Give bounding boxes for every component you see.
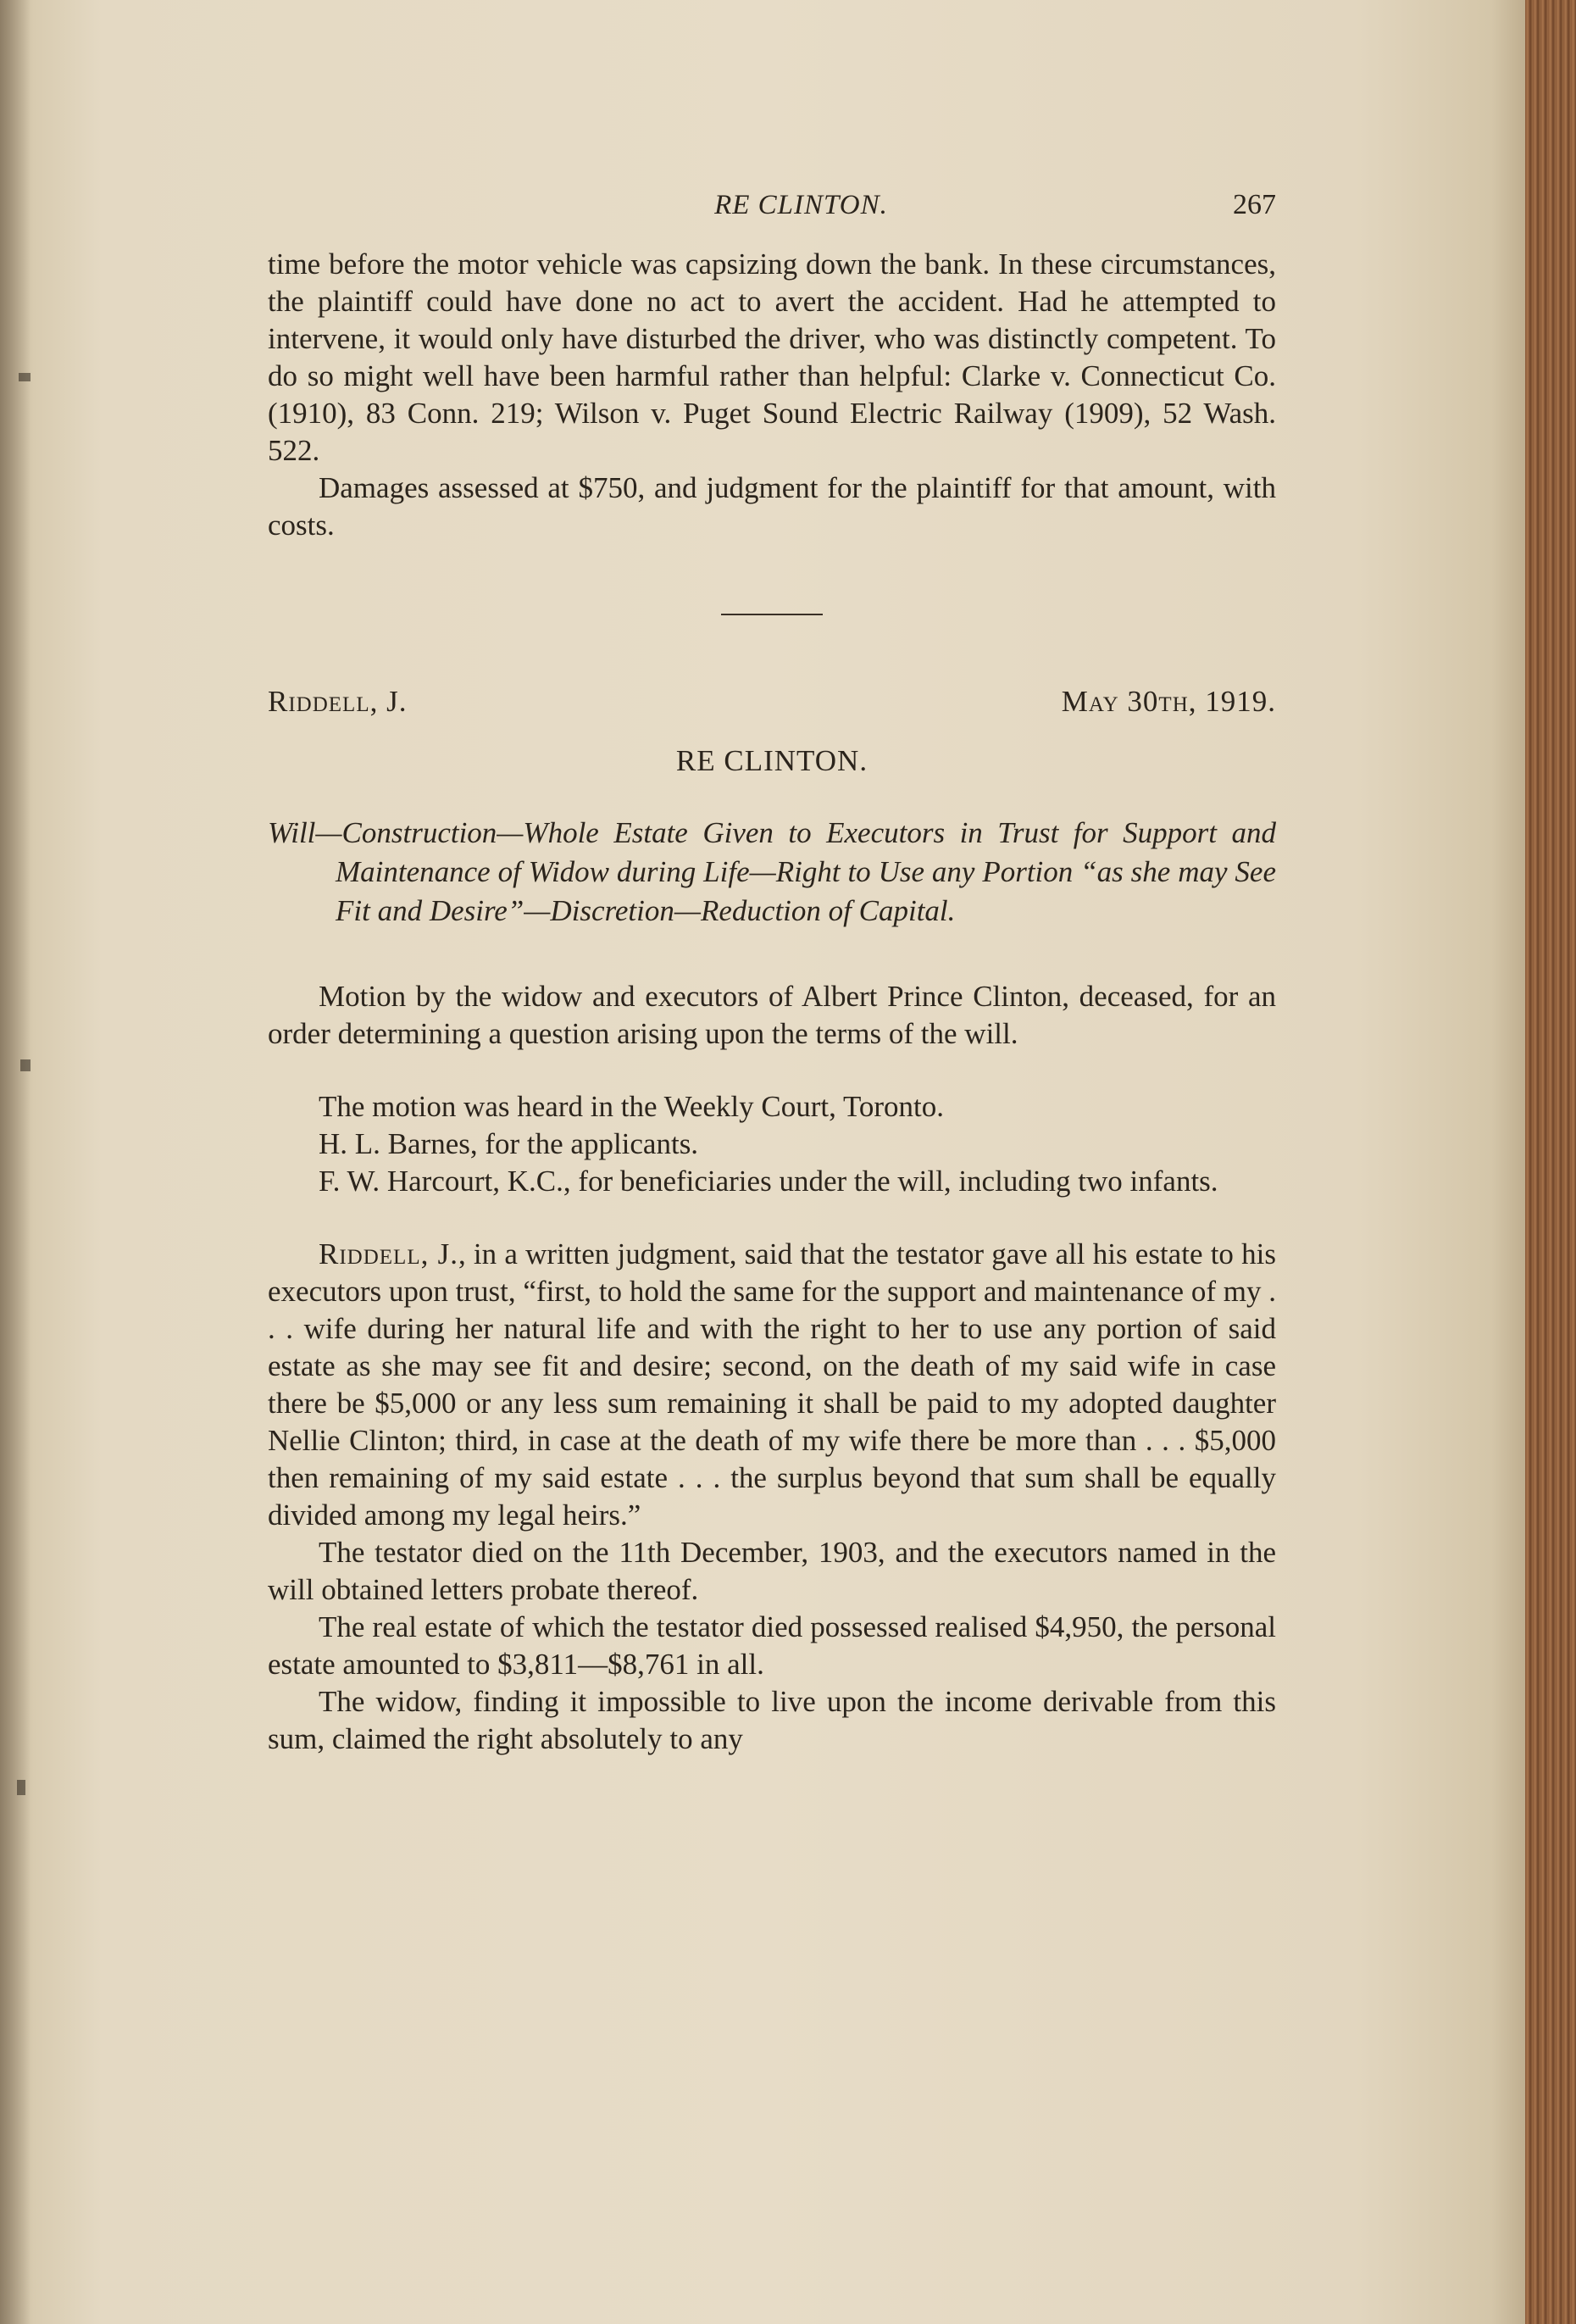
section-divider <box>721 614 823 615</box>
case-date: May 30th, 1919. <box>1061 685 1276 718</box>
gutter-mark <box>20 1059 31 1071</box>
hearing-paragraph: The motion was heard in the Weekly Court, Toronto. <box>319 1090 945 1123</box>
motion-paragraph: Motion by the widow and executors of Albert Prince Clinton, deceased, for an order determining a question arising upon the terms of the will. <box>268 980 1276 1050</box>
judgment-paragraph <box>268 1236 1276 1534</box>
widow-claim-paragraph: The widow, finding it impossible to live upon the income derivable from this sum, claimed the right absolutely to any <box>268 1685 1276 1755</box>
judge-name: Riddell, J. <box>268 685 408 718</box>
judgment-text: , in a written judgment, said that the testator gave all his estate to his executors upon trust, “first, to hold the same for the support and maintenance of my . . . wife during her natural life and with the right to her to use any portion of said estate as she may see fit and desire; second, on the death of my said wife in case there be $5,000 or any less sum remaining it shall be paid to my adopted daughter Nellie Clinton; third, in case at the death of my wife there be more than . . . $5,000 then remaining of my said estate . . . the surplus beyond that sum shall be equally divided among my legal heirs.” <box>268 1237 1276 1532</box>
case-byline <box>268 683 1276 726</box>
page-number: 267 <box>1233 189 1276 220</box>
counsel-beneficiaries: F. W. Harcourt, K.C., for beneficiaries under the will, including two infants. <box>319 1165 1218 1198</box>
prev-case-paragraph: time before the motor vehicle was capsizing down the bank. In these circumstances, the plaintiff could have done no act to avert the accident. Had he attempted to intervene, it would only have disturbed the driver, who was distinctly competent. To do so might well have been harmful rather than helpful: Clarke v. Connecticut Co. (1910), 83 Conn. 219; Wilson v. Puget Sound Electric Railway (1909), 52 Wash. 522. <box>268 247 1276 467</box>
page-header <box>268 186 1276 229</box>
testator-died-paragraph: The testator died on the 11th December, 1903, and the executors named in the will obtained letters probate thereof. <box>268 1536 1276 1606</box>
gutter-mark <box>19 373 31 381</box>
running-head: RE CLINTON. <box>714 190 888 220</box>
spine-shadow <box>0 0 31 2324</box>
prev-case-damages: Damages assessed at $750, and judgment for the plaintiff for that amount, with costs. <box>268 471 1276 542</box>
page-edge <box>1525 0 1576 2324</box>
estate-value-paragraph: The real estate of which the testator died possessed realised $4,950, the personal estate amounted to $3,811—$8,761 in all. <box>268 1610 1276 1681</box>
case-title: RE CLINTON. <box>675 744 868 777</box>
counsel-applicants: H. L. Barnes, for the applicants. <box>319 1127 699 1160</box>
judgment-judge-name: Riddell, J. <box>319 1237 458 1270</box>
page-content <box>268 186 1276 1758</box>
gutter-mark <box>17 1780 25 1795</box>
case-headnote: Will—Construction—Whole Estate Given to Executors in Trust for Support and Maintenance of Widow during Life—Right to Use any Portion “as she may See Fit and Desire”—Discretion—Reduction of Capital. <box>268 816 1276 927</box>
